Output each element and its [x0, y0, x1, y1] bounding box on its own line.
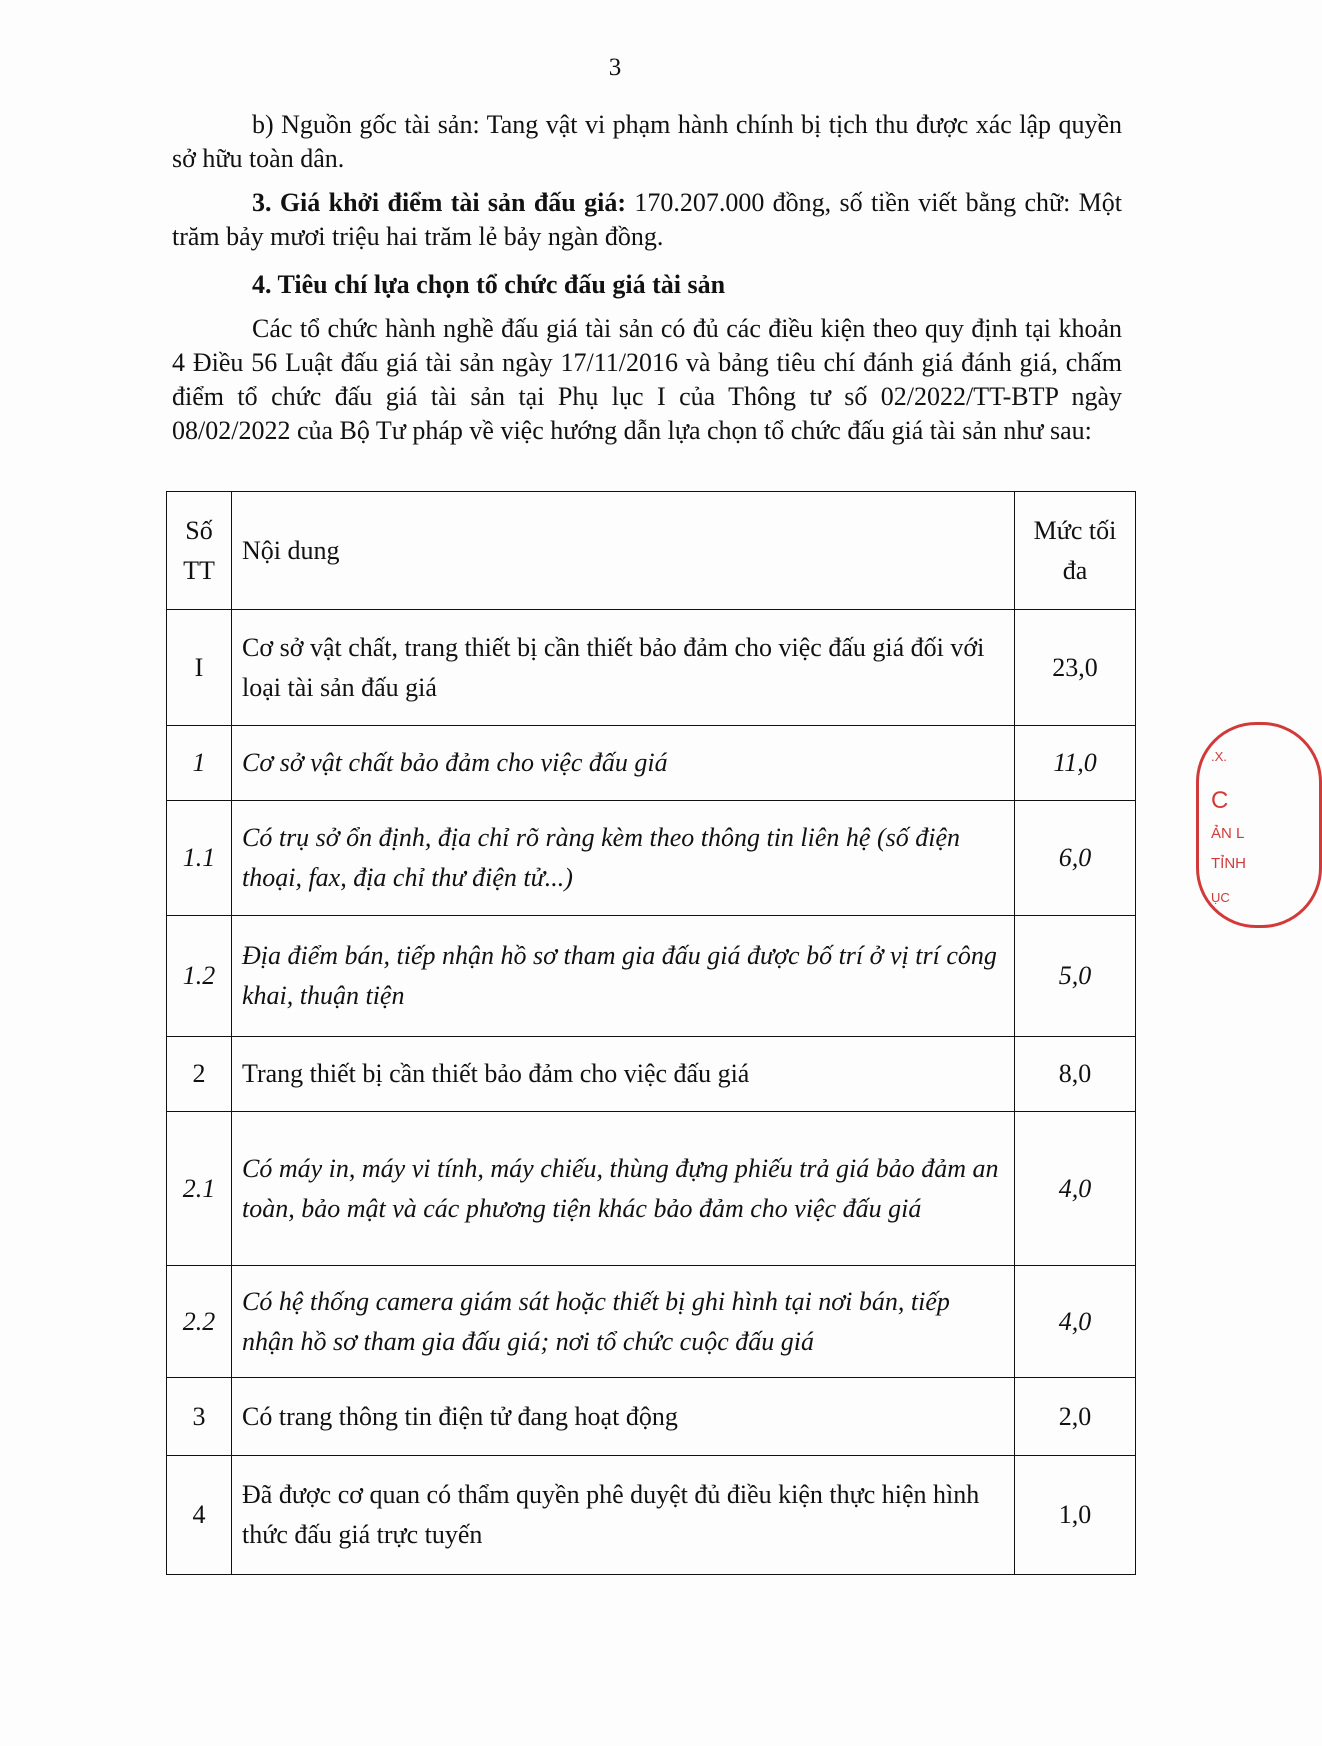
paragraph-criteria-intro: Các tổ chức hành nghề đấu giá tài sản có đủ các điều kiện theo quy định tại khoản 4 Điều 56 Luật đấu giá tài sản ngày 17/11/2016 và bảng tiêu chí đánh giá đánh giá, chấm điểm tổ chức đấu giá tài sản tại Phụ lục I của Thông tư số 02/2022/TT-BTP ngày 08/02/2022 của Bộ Tư pháp về việc hướng dẫn lựa chọn tổ chức đấu giá tài sản như sau: [172, 314, 1122, 445]
starting-price-text: 170.207.000 đồng, số tiền viết bằng chữ: Một trăm bảy mươi triệu hai trăm lẻ bảy ngàn đồng. [172, 188, 1122, 251]
table-row [167, 916, 1136, 1037]
table-row [167, 1112, 1136, 1266]
row-no: I [167, 610, 232, 726]
row-no: 2 [167, 1037, 232, 1112]
row-no: 2.1 [167, 1112, 232, 1266]
stamp-text: C [1211, 787, 1229, 814]
row-content: Địa điểm bán, tiếp nhận hồ sơ tham gia đấu giá được bố trí ở vị trí công khai, thuận tiện [232, 916, 1015, 1037]
stamp-text: TỈNH [1211, 855, 1246, 872]
row-content: Cơ sở vật chất bảo đảm cho việc đấu giá [232, 726, 1015, 801]
stamp-text: .X. [1211, 749, 1227, 764]
row-content: Có máy in, máy vi tính, máy chiếu, thùng đựng phiếu trả giá bảo đảm an toàn, bảo mật và các phương tiện khác bảo đảm cho việc đấu giá [232, 1112, 1015, 1266]
header-max: Mức tối đa [1015, 492, 1136, 610]
table-row [167, 801, 1136, 916]
table-row [167, 610, 1136, 726]
row-content: Có hệ thống camera giám sát hoặc thiết bị ghi hình tại nơi bán, tiếp nhận hồ sơ tham gia đấu giá; nơi tổ chức cuộc đấu giá [232, 1266, 1015, 1378]
section-heading-criteria: 4. Tiêu chí lựa chọn tổ chức đấu giá tài sản [252, 270, 726, 299]
row-max: 23,0 [1015, 610, 1136, 726]
table-row [167, 1037, 1136, 1112]
red-seal-stamp [1196, 722, 1322, 928]
table-row [167, 1266, 1136, 1378]
row-max: 6,0 [1015, 801, 1136, 916]
row-content: Trang thiết bị cần thiết bảo đảm cho việc đấu giá [232, 1037, 1015, 1112]
row-no: 1 [167, 726, 232, 801]
row-max: 1,0 [1015, 1456, 1136, 1575]
row-max: 4,0 [1015, 1266, 1136, 1378]
row-no: 1.2 [167, 916, 232, 1037]
stamp-text: ỤC [1211, 890, 1230, 905]
row-no: 4 [167, 1456, 232, 1575]
row-no: 3 [167, 1378, 232, 1456]
row-content: Có trang thông tin điện tử đang hoạt động [232, 1378, 1015, 1456]
starting-price-label: 3. Giá khởi điểm tài sản đấu giá: [252, 188, 626, 217]
row-content: Có trụ sở ổn định, địa chỉ rõ ràng kèm theo thông tin liên hệ (số điện thoại, fax, địa chỉ thư điện tử...) [232, 801, 1015, 916]
header-content: Nội dung [232, 492, 1015, 610]
row-max: 4,0 [1015, 1112, 1136, 1266]
header-no: Số TT [167, 492, 232, 610]
table-row [167, 726, 1136, 801]
row-no: 1.1 [167, 801, 232, 916]
paragraph-asset-origin: b) Nguồn gốc tài sản: Tang vật vi phạm hành chính bị tịch thu được xác lập quyền sở hữu toàn dân. [172, 110, 1122, 173]
row-max: 8,0 [1015, 1037, 1136, 1112]
table-header-row [167, 492, 1136, 610]
row-max: 11,0 [1015, 726, 1136, 801]
row-content: Cơ sở vật chất, trang thiết bị cần thiết bảo đảm cho việc đấu giá đối với loại tài sản đấu giá [232, 610, 1015, 726]
row-max: 5,0 [1015, 916, 1136, 1037]
row-max: 2,0 [1015, 1378, 1136, 1456]
paragraph-starting-price [172, 186, 1122, 254]
table-row [167, 1456, 1136, 1575]
table-row [167, 1378, 1136, 1456]
row-content: Đã được cơ quan có thẩm quyền phê duyệt đủ điều kiện thực hiện hình thức đấu giá trực tuyến [232, 1456, 1015, 1575]
criteria-table [166, 491, 1136, 1575]
stamp-text: ẢN L [1211, 825, 1245, 842]
page-number: 3 [608, 54, 622, 81]
row-no: 2.2 [167, 1266, 232, 1378]
